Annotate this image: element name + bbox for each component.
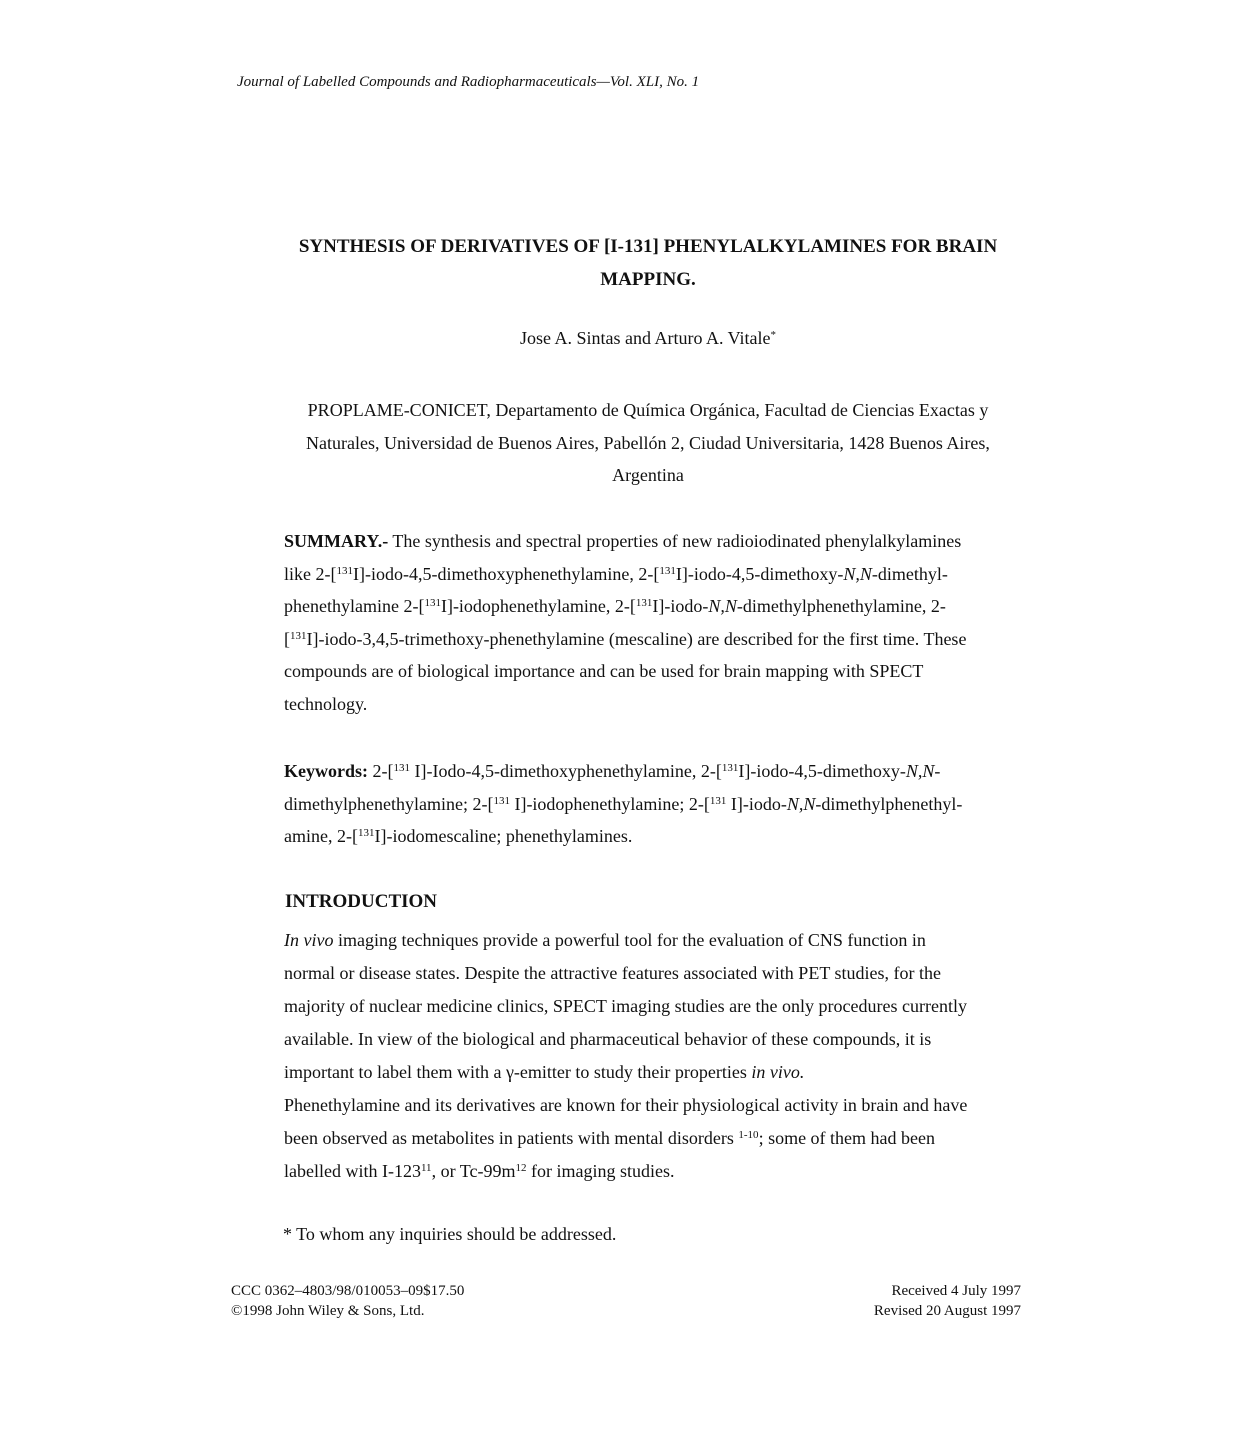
intro-text: , or Tc-99m — [431, 1161, 516, 1181]
received-date: Received 4 July 1997 — [891, 1283, 1021, 1299]
summary-text: I]-iodo- — [652, 596, 709, 616]
summary-line: technology. — [284, 693, 368, 714]
intro-line: Phenethylamine and its derivatives are known for their physiological activity in brain and have — [284, 1095, 968, 1115]
affiliation-line-1: PROPLAME-CONICET, Departamento de Química Orgánica, Facultad de Ciencias Exactas y — [307, 400, 989, 420]
summary-text: I]-iodophenethylamine, 2-[ — [440, 596, 636, 616]
keywords-text: -dimethylphenethyl- — [815, 793, 963, 814]
affiliation-line-3: Argentina — [612, 465, 684, 485]
intro-line: majority of nuclear medicine clinics, SPECT imaging studies are the only procedures currently — [284, 996, 967, 1016]
isotope-superscript: 131 — [709, 794, 727, 807]
paper-title — [260, 230, 1036, 296]
summary-text: -dimethyl- — [871, 563, 948, 584]
author-names: Jose A. Sintas and Arturo A. Vitale — [519, 328, 771, 348]
intro-text: imaging techniques provide a powerful tool for the evaluation of CNS function in — [333, 930, 926, 950]
keywords-text: 2-[ — [368, 761, 394, 781]
keywords-text: - — [934, 761, 941, 781]
isotope-superscript: 131 — [659, 564, 676, 577]
title-line-2: MAPPING. — [600, 269, 696, 290]
intro-text: for imaging studies. — [526, 1161, 675, 1181]
keywords-italic: N,N — [905, 761, 935, 781]
summary-line — [284, 623, 1004, 656]
intro-italic: in vivo. — [751, 1062, 805, 1082]
footer-right — [820, 1281, 1021, 1321]
isotope-superscript: 131 — [424, 597, 441, 609]
keywords-line — [284, 820, 1004, 853]
intro-text: important to label them with a γ-emitter to study their properties — [284, 1062, 752, 1082]
corresponding-author-mark: * — [770, 329, 777, 341]
summary-text: I]-iodo-4,5-dimethoxy- — [675, 563, 844, 584]
summary-label: SUMMARY.- — [284, 531, 389, 551]
keywords-text: amine, 2-[ — [284, 826, 358, 846]
isotope-superscript: 131 — [290, 629, 307, 642]
footnote: * To whom any inquiries should be addressed. — [283, 1224, 617, 1244]
copyright: ©1998 John Wiley & Sons, Ltd. — [231, 1303, 425, 1319]
summary-line — [284, 525, 1004, 558]
intro-text: been observed as metabolites in patients with mental disorders — [284, 1128, 739, 1148]
keywords-text: I]-iodophenethylamine; 2-[ — [509, 793, 710, 814]
summary-line — [284, 558, 1004, 591]
footer-left — [231, 1281, 464, 1321]
intro-line: normal or disease states. Despite the attractive features associated with PET studies, for the — [284, 963, 941, 983]
intro-italic: In vivo — [284, 930, 334, 950]
summary-text: phenethylamine 2-[ — [284, 596, 425, 616]
keywords-paragraph — [284, 755, 1004, 853]
reference-superscript: 12 — [515, 1162, 527, 1174]
keywords-text: dimethylphenethylamine; 2-[ — [284, 793, 494, 814]
intro-line — [284, 1122, 1004, 1155]
intro-line — [284, 1155, 1004, 1188]
isotope-superscript: 131 — [721, 762, 739, 774]
keywords-text: I]-iodomescaline; phenethylamines. — [374, 826, 633, 846]
affiliation-line-2: Naturales, Universidad de Buenos Aires, Pabellón 2, Ciudad Universitaria, 1428 Buenos Aires, — [306, 432, 990, 453]
journal-header: Journal of Labelled Compounds and Radiopharmaceuticals—Vol. XLI, No. 1 — [237, 74, 700, 90]
authors — [260, 328, 1036, 349]
summary-text: like 2-[ — [284, 563, 337, 584]
title-line-1: SYNTHESIS OF DERIVATIVES OF [I-131] PHENYLALKYLAMINES FOR BRAIN — [298, 236, 998, 257]
summary-text: -dimethylphenethylamine, 2- — [736, 596, 946, 616]
summary-text: I]-iodo-3,4,5-trimethoxy-phenethylamine (mescaline) are described for the first time. These — [306, 628, 967, 649]
summary-italic: N,N — [843, 563, 872, 584]
summary-text: The synthesis and spectral properties of new radioiodinated phenylalkylamines — [388, 531, 962, 551]
isotope-superscript: 131 — [336, 564, 353, 577]
summary-paragraph — [284, 525, 1004, 720]
reference-superscript: 11 — [420, 1162, 432, 1174]
summary-italic: N,N — [708, 596, 737, 616]
intro-line — [284, 924, 1004, 957]
revised-date: Revised 20 August 1997 — [873, 1303, 1021, 1319]
summary-line: compounds are of biological importance and can be used for brain mapping with SPECT — [284, 661, 924, 681]
keywords-line — [284, 788, 1004, 821]
intro-text: ; some of them had been — [758, 1128, 936, 1148]
reference-superscript: 1-10 — [738, 1129, 759, 1141]
keywords-text: I]-Iodo-4,5-dimethoxyphenethylamine, 2-[ — [410, 761, 722, 781]
intro-text: labelled with I-123 — [284, 1161, 421, 1181]
introduction-heading: INTRODUCTION — [285, 891, 438, 912]
isotope-superscript: 131 — [393, 762, 410, 774]
summary-text: I]-iodo-4,5-dimethoxyphenethylamine, 2-[ — [352, 563, 660, 584]
intro-line — [284, 1056, 1004, 1089]
isotope-superscript: 131 — [635, 597, 653, 609]
keywords-italic: N,N — [786, 793, 816, 814]
isotope-superscript: 131 — [357, 827, 375, 839]
isotope-superscript: 131 — [493, 794, 510, 807]
intro-line: available. In view of the biological and pharmaceutical behavior of these compounds, it is — [284, 1029, 932, 1049]
affiliation — [280, 394, 1016, 492]
keywords-label: Keywords: — [284, 761, 368, 781]
keywords-line — [284, 755, 1004, 788]
introduction-paragraph — [284, 924, 1004, 1188]
summary-text: [ — [284, 628, 290, 649]
keywords-text: I]-iodo- — [726, 793, 787, 814]
keywords-text: I]-iodo-4,5-dimethoxy- — [738, 761, 906, 781]
ccc-code: CCC 0362–4803/98/010053–09$17.50 — [231, 1283, 465, 1299]
summary-line — [284, 590, 1004, 623]
